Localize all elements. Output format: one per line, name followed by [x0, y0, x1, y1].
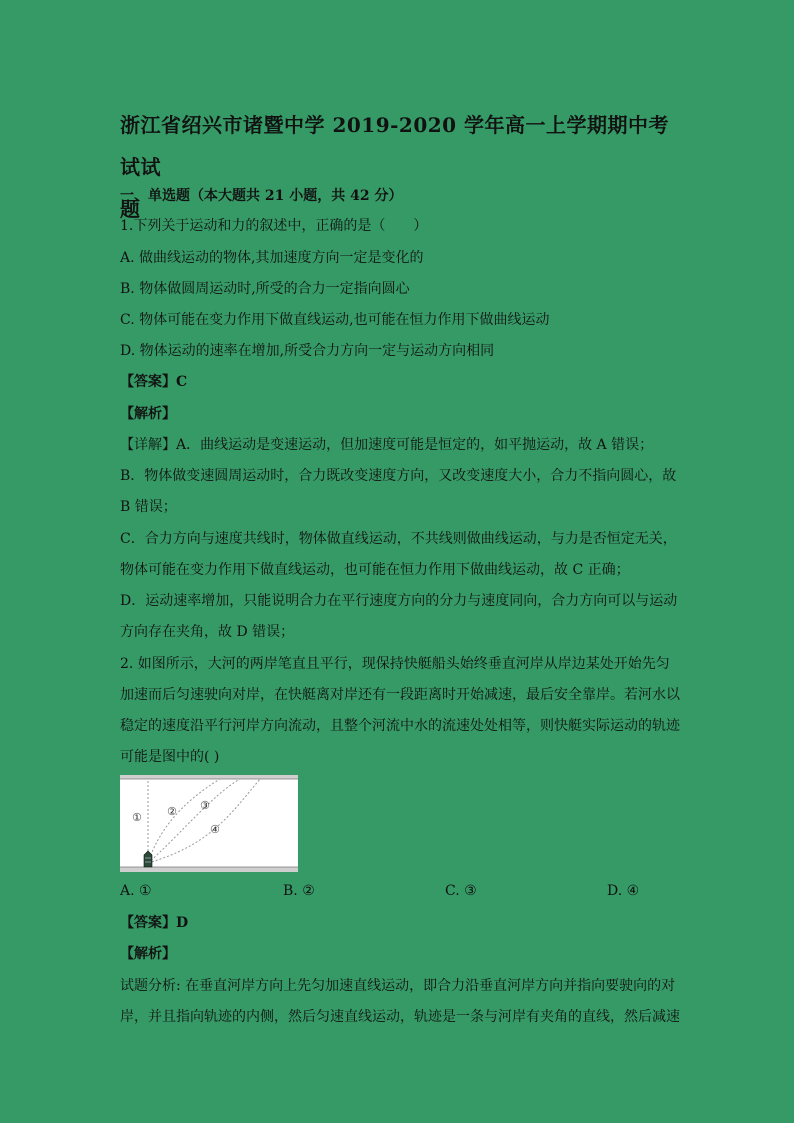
- q2-stem-line: 稳定的速度沿平行河岸方向流动，且整个河流中水的流速处处相等，则快艇实际运动的轨迹: [120, 718, 680, 734]
- document-title: [120, 104, 680, 230]
- section-heading: 一、单选题（本大题共 21 小题，共 42 分）: [120, 188, 403, 204]
- boat-icon: [144, 851, 152, 867]
- figure-label-1: ①: [132, 811, 142, 824]
- figure-label-2: ②: [167, 805, 177, 818]
- q2-answer: 【答案】D: [120, 915, 189, 931]
- q1-analysis-label: 【解析】: [120, 406, 176, 422]
- q1-detail-line: D．运动速率增加，只能说明合力在平行速度方向的分力与速度同向，合力方向可以与运动: [120, 593, 678, 609]
- far-bank: [120, 775, 298, 779]
- title-line-1: 浙江省绍兴市诸暨中学 2019-2020 学年高一上学期期中考试试: [120, 113, 670, 179]
- near-bank: [120, 867, 298, 872]
- q2-analysis-line: 岸，并且指向轨迹的内侧，然后匀速直线运动，轨迹是一条与河岸有夹角的直线，然后减速: [120, 1009, 680, 1025]
- q2-option-c: C. ③: [445, 883, 477, 899]
- q2-stem-line: 可能是图中的( ): [120, 749, 220, 765]
- q1-detail-line: C．合力方向与速度共线时，物体做直线运动，不共线则做曲线运动，与力是否恒定无关，: [120, 531, 677, 547]
- q1-detail-line: B 错误；: [120, 499, 177, 515]
- q1-answer: 【答案】C: [120, 374, 188, 390]
- q2-option-a: A. ①: [120, 883, 152, 899]
- q1-stem: 1.下列关于运动和力的叙述中，正确的是（ ）: [120, 218, 428, 234]
- q2-stem-line: 2. 如图所示，大河的两岸笔直且平行，现保持快艇船头始终垂直河岸从岸边某处开始先匀: [120, 656, 670, 672]
- q1-option-d: D. 物体运动的速率在增加,所受合力方向一定与运动方向相同: [120, 343, 495, 359]
- q2-option-d: D. ④: [607, 883, 640, 899]
- river-figure: [120, 775, 298, 872]
- q1-detail-line: 物体可能在变力作用下做直线运动，也可能在恒力作用下做曲线运动，故 C 正确；: [120, 562, 630, 578]
- figure-label-4: ④: [210, 823, 220, 836]
- q2-analysis-label: 【解析】: [120, 946, 176, 962]
- title-line-2: 题: [120, 197, 141, 221]
- figure-label-3: ③: [200, 799, 210, 812]
- q1-option-b: B. 物体做圆周运动时,所受的合力一定指向圆心: [120, 281, 410, 297]
- q1-detail-line: 方向存在夹角，故 D 错误；: [120, 624, 295, 640]
- q2-option-b: B. ②: [283, 883, 315, 899]
- q1-detail-line: 【详解】A．曲线运动是变速运动，但加速度可能是恒定的，如平抛运动，故 A 错误；: [120, 437, 654, 453]
- q1-detail-line: B．物体做变速圆周运动时，合力既改变速度方向，又改变速度大小，合力不指向圆心，故: [120, 468, 677, 484]
- q1-option-a: A. 做曲线运动的物体,其加速度方向一定是变化的: [120, 250, 424, 266]
- river-diagram: [120, 775, 298, 872]
- q2-stem-line: 加速而后匀速驶向对岸，在快艇离对岸还有一段距离时开始减速，最后安全靠岸。若河水以: [120, 687, 680, 703]
- q1-option-c: C. 物体可能在变力作用下做直线运动,也可能在恒力作用下做曲线运动: [120, 312, 550, 328]
- q2-analysis-line: 试题分析: 在垂直河岸方向上先匀加速直线运动，即合力沿垂直河岸方向并指向要驶向的对: [120, 978, 676, 994]
